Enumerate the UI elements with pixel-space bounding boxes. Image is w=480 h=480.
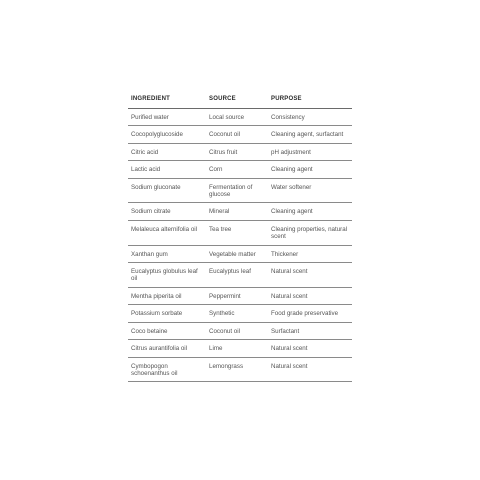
table-row (128, 322, 352, 339)
source-cell: Coconut oil (206, 322, 268, 339)
ingredient-table (128, 92, 352, 382)
table-row (128, 161, 352, 178)
purpose-cell: Cleaning agent (268, 161, 352, 178)
purpose-cell: Surfactant (268, 322, 352, 339)
ingredient-cell: Citric acid (128, 143, 206, 160)
ingredient-cell: Potassium sorbate (128, 305, 206, 322)
purpose-cell: Natural scent (268, 287, 352, 304)
source-cell: Citrus fruit (206, 143, 268, 160)
purpose-cell: Cleaning properties, natural scent (268, 220, 352, 245)
table-row (128, 220, 352, 245)
ingredient-cell: Cocopolyglucoside (128, 126, 206, 143)
source-cell: Lemongrass (206, 357, 268, 382)
table-row (128, 178, 352, 203)
table-row (128, 263, 352, 288)
ingredient-cell: Purified water (128, 109, 206, 126)
ingredient-cell: Citrus aurantifolia oil (128, 340, 206, 357)
purpose-cell: pH adjustment (268, 143, 352, 160)
source-cell: Coconut oil (206, 126, 268, 143)
source-cell: Lime (206, 340, 268, 357)
table-row (128, 357, 352, 382)
source-cell: Vegetable matter (206, 245, 268, 262)
ingredient-cell: Sodium gluconate (128, 178, 206, 203)
ingredient-cell: Sodium citrate (128, 203, 206, 220)
table-row (128, 143, 352, 160)
ingredient-cell: Cymbopogon schoenanthus oil (128, 357, 206, 382)
purpose-cell: Water softener (268, 178, 352, 203)
table-row (128, 245, 352, 262)
purpose-cell: Cleaning agent, surfactant (268, 126, 352, 143)
purpose-cell: Thickener (268, 245, 352, 262)
table-row (128, 203, 352, 220)
ingredient-cell: Melaleuca alternifolia oil (128, 220, 206, 245)
table-row (128, 126, 352, 143)
source-cell: Synthetic (206, 305, 268, 322)
purpose-cell: Consistency (268, 109, 352, 126)
table-row (128, 109, 352, 126)
purpose-cell: Cleaning agent (268, 203, 352, 220)
source-cell: Mineral (206, 203, 268, 220)
source-cell: Peppermint (206, 287, 268, 304)
ingredient-table-container (128, 92, 352, 382)
table-row (128, 305, 352, 322)
purpose-cell: Food grade preservative (268, 305, 352, 322)
ingredient-cell: Eucalyptus globulus leaf oil (128, 263, 206, 288)
ingredient-cell: Mentha piperita oil (128, 287, 206, 304)
source-cell: Corn (206, 161, 268, 178)
purpose-cell: Natural scent (268, 357, 352, 382)
source-cell: Tea tree (206, 220, 268, 245)
purpose-cell: Natural scent (268, 340, 352, 357)
ingredient-cell: Xanthan gum (128, 245, 206, 262)
ingredient-cell: Coco betaine (128, 322, 206, 339)
source-cell: Local source (206, 109, 268, 126)
source-cell: Fermentation of glucose (206, 178, 268, 203)
table-header-row (128, 92, 352, 109)
table-row (128, 340, 352, 357)
purpose-cell: Natural scent (268, 263, 352, 288)
header-ingredient: INGREDIENT (128, 92, 206, 109)
ingredient-cell: Lactic acid (128, 161, 206, 178)
header-source: SOURCE (206, 92, 268, 109)
source-cell: Eucalyptus leaf (206, 263, 268, 288)
table-row (128, 287, 352, 304)
header-purpose: PURPOSE (268, 92, 352, 109)
